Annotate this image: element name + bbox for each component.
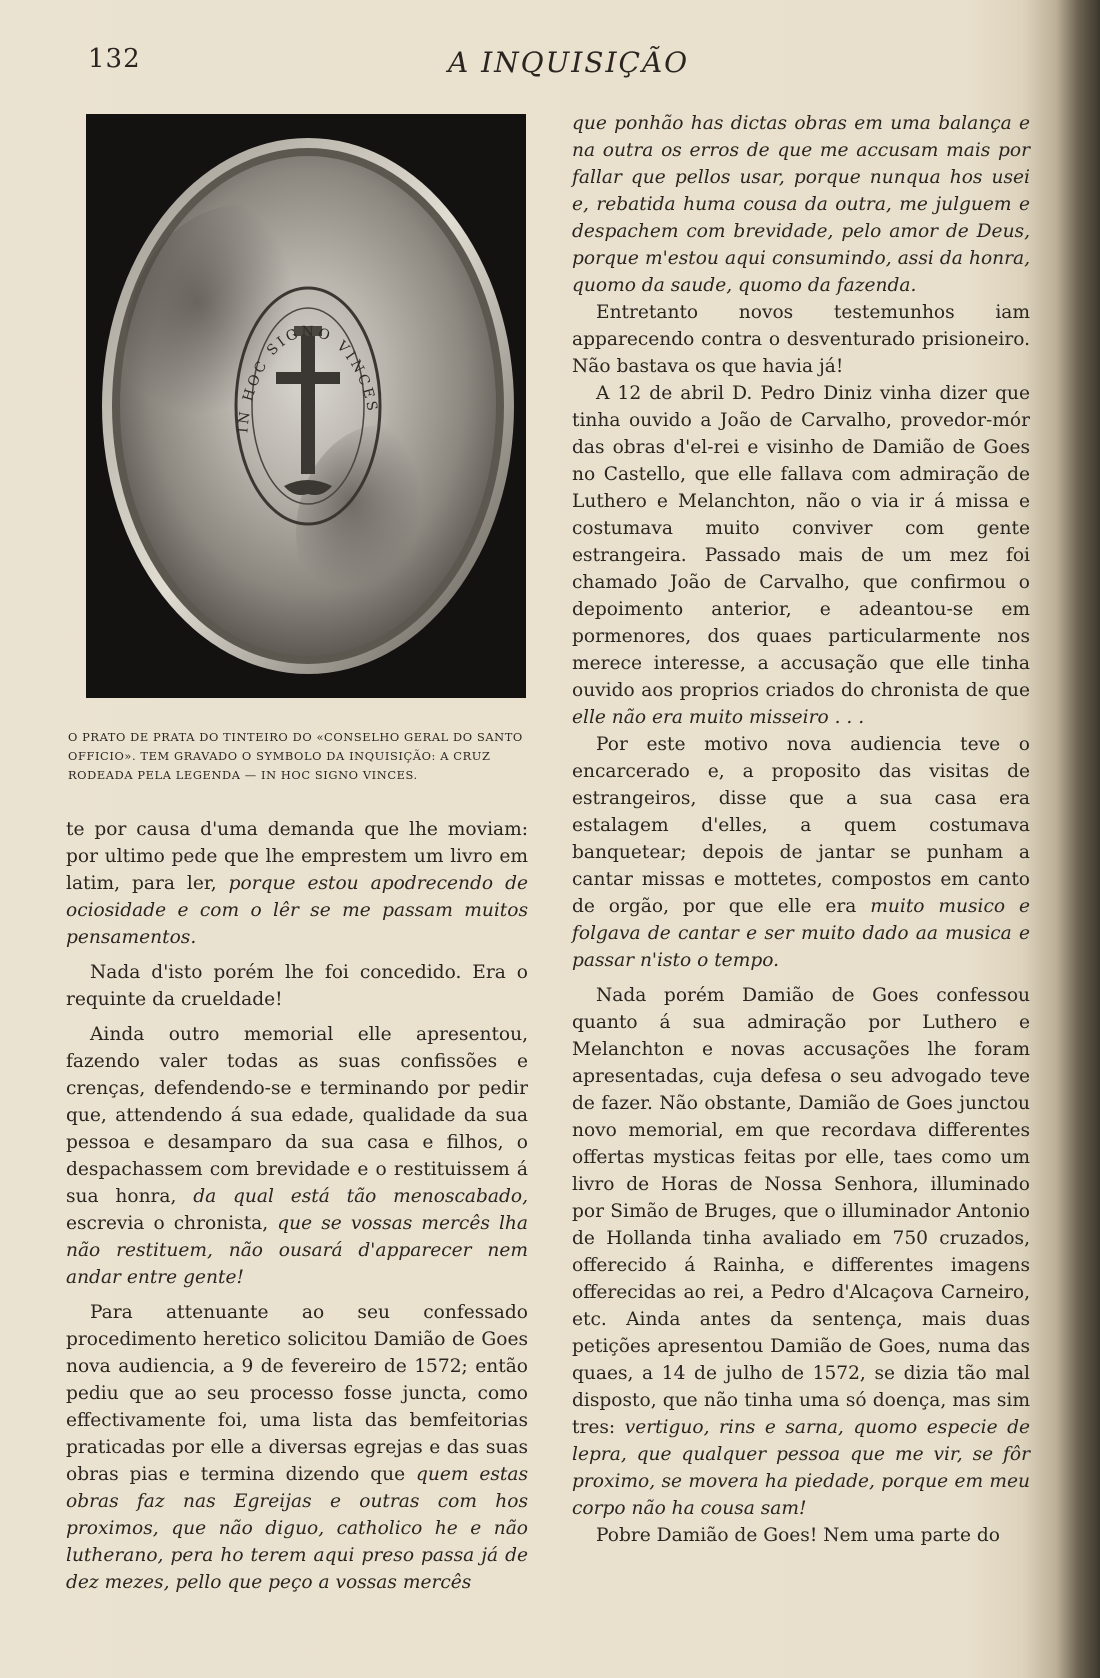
right-paragraph-5 xyxy=(572,982,1030,1522)
right-paragraph-1: que ponhão has dictas obras em uma balança e na outra os erros de que me accusam mais por fallar que pellos usar, porque nunqua hos usei e, rebatida huma cousa da outra, me julguem e despachem com brevidade, pelo amor de Deus, porque m'estou aqui consumindo, assi da honra, quomo da saude, quomo da fazenda. xyxy=(572,113,1030,296)
quote-run: porque estou apodrecendo de ociosidade e com o lêr se me passam muitos pensamentos. xyxy=(66,873,528,948)
right-paragraph-3 xyxy=(572,380,1030,731)
right-paragraph-6: Pobre Damião de Goes! Nem uma parte do xyxy=(596,1525,1000,1546)
text-run: Por este motivo nova audiencia teve o encarcerado e, a proposito das visitas de estrangeiros, disse que a sua casa era estalagem d'elles, a quem costumava banquetear; depois de jantar se punham a cantar missas e mottetes, compostos em canto de orgão, por que elle era xyxy=(572,734,1030,917)
right-paragraph-2: Entretanto novos testemunhos iam apparecendo contra o desventurado prisioneiro. Não bastava os que havia já! xyxy=(572,302,1030,377)
left-paragraph-3 xyxy=(66,1021,528,1291)
right-column xyxy=(572,110,1030,1549)
quote-run: elle não era muito misseiro . . . xyxy=(572,707,865,728)
left-paragraph-4 xyxy=(66,1299,528,1596)
quote-run: muito musico e folgava de cantar e ser muito dado aa musica e passar n'isto o tempo. xyxy=(572,896,1031,971)
quote-run: vertiguo, rins e sarna, quomo especie de lepra, que qualquer pessoa que me vir, se fôr proximo, se movera ha piedade, porque em meu corpo não ha cousa sam! xyxy=(572,1417,1030,1519)
left-paragraph-2: Nada d'isto porém lhe foi concedido. Era o requinte da crueldade! xyxy=(66,962,528,1010)
page-header xyxy=(68,44,1038,84)
left-column xyxy=(66,816,528,1596)
text-run: Nada porém Damião de Goes confessou quanto á sua admiração por Luthero e Melanchton e novas accusações lhe foram apresentadas, cuja defesa o seu advogado teve de fazer. Não obstante, Damião de Goes junctou novo memorial, em que recordava differentes offertas mysticas feitas por elle, taes como um livro de Horas de Nossa Senhora, illuminado por Simão de Bruges, que o illuminador Antonio de Hollanda tinha avaliado em 750 cruzados, offerecido á Rainha, e differentes imagens offerecidas ao rei, a Pedro d'Alcaçova Carneiro, etc. Ainda antes da sentença, mais duas petições apresentou Damião de Goes, numa das quaes, a 14 de julho de 1572, se dizia tão mal disposto, que não tinha uma só doença, mas sim tres: xyxy=(572,985,1030,1438)
quote-run: que se vossas mercês lha não restituem, não ousará d'apparecer nem andar entre gente! xyxy=(66,1213,528,1288)
text-run: te por causa d'uma demanda que lhe moviam: por ultimo pede que lhe emprestem um livro em latim, para ler, xyxy=(66,819,528,894)
page-number: 132 xyxy=(88,44,141,74)
right-paragraph-4 xyxy=(572,731,1030,974)
engraved-legend: IN HOC SIGNO VINCES xyxy=(235,323,381,434)
figure-caption: O PRATO DE PRATA DO TINTEIRO DO «CONSELHO GERAL DO SANTO OFFICIO». TEM GRAVADO O SYMBOLO DA INQUISIÇÃO: A CRUZ RODEADA PELA LEGENDA — IN HOC SIGNO VINCES. xyxy=(68,730,523,782)
text-run: Para attenuante ao seu confessado procedimento heretico solicitou Damião de Goes nova audiencia, a 9 de fevereiro de 1572; então pediu que ao seu processo fosse juncta, como effectivamente foi, uma lista das bemfeitorias praticadas por elle a diversas egrejas e das suas obras pias e termina dizendo que xyxy=(66,1302,528,1485)
quote-run: da qual está tão menoscabado, xyxy=(193,1186,528,1207)
text-run: Ainda outro memorial elle apresentou, fazendo valer todas as suas confissões e crenças, defendendo-se e terminando por pedir que, attendendo á sua edade, qualidade da sua pessoa e desamparo da sua casa e filhos, o despachassem com brevidade e o restituissem á sua honra, xyxy=(66,1024,528,1207)
running-title: A INQUISIÇÃO xyxy=(448,46,690,79)
text-run: escrevia o chronista, xyxy=(66,1213,278,1234)
left-paragraph-1 xyxy=(66,816,528,951)
inkwell-plate-photo xyxy=(86,114,526,698)
text-run: A 12 de abril D. Pedro Diniz vinha dizer que tinha ouvido a João de Carvalho, provedor-mór das obras d'el-rei e visinho de Damião de Goes no Castello, que elle fallava com admiração de Luthero e Melanchton, não o via ir á missa e costumava muito conviver com gente estrangeira. Passado mais de um mez foi chamado João de Carvalho, que confirmou o depoimento anterior, e adeantou-se em pormenores, dos quaes particularmente nos merece interesse, a accusação que elle tinha ouvido aos proprios criados do chronista de que xyxy=(572,383,1030,701)
quote-run: quem estas obras faz nas Egreijas e outras com hos proximos, que não diguo, catholico he e não lutherano, pera ho terem aqui preso passa já de dez mezes, pello que peço a vossas mercês xyxy=(66,1464,528,1593)
